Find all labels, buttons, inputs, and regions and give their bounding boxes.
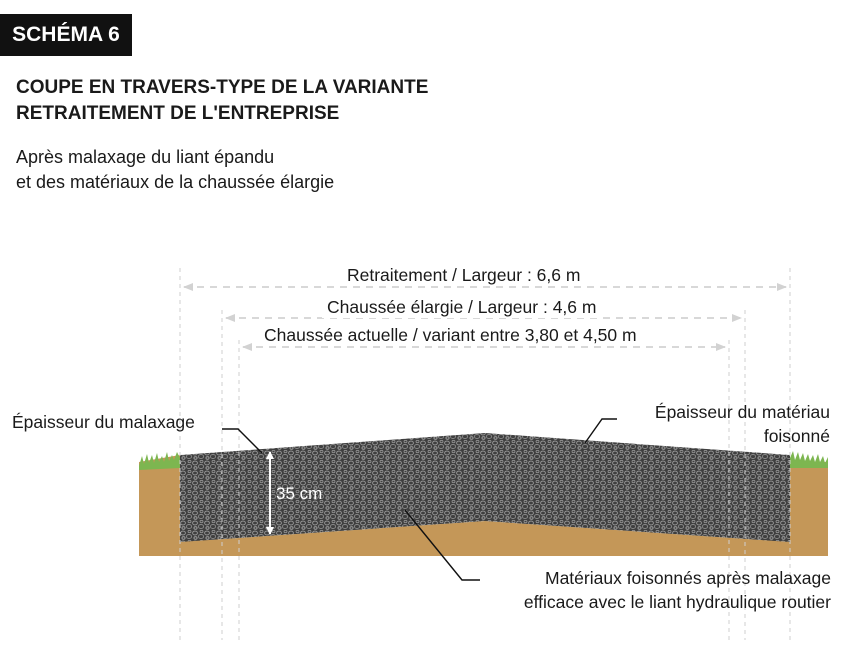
annotation-swollen-material-line2: foisonné (763, 426, 830, 446)
schema-badge: SCHÉMA 6 (0, 14, 132, 56)
page-title-line2: RETRAITEMENT DE L'ENTREPRISE (16, 103, 340, 124)
intro-line1: Après malaxage du liant épandu (16, 147, 275, 167)
leader-left (222, 429, 262, 453)
dim-label-chaussee-elargie: Chaussée élargie / Largeur : 4,6 m (322, 297, 601, 318)
grass-right (790, 451, 828, 468)
annotation-mixed-materials-line2: efficace avec le liant hydraulique routier (523, 592, 831, 612)
dim-label-retraitement: Retraitement / Largeur : 6,6 m (342, 265, 585, 286)
annotation-mixed-materials-line1: Matériaux foisonnés après malaxage (545, 568, 831, 588)
intro-line2: et des matériaux de la chaussée élargie (16, 172, 335, 192)
leader-right (585, 419, 617, 443)
annotation-swollen-material-line1: Épaisseur du matériau (654, 402, 830, 422)
annotation-mixing-thickness: Épaisseur du malaxage (12, 412, 195, 432)
grass-left (139, 452, 180, 470)
thickness-label: 35 cm (276, 484, 323, 503)
page-title-line1: COUPE EN TRAVERS-TYPE DE LA VARIANTE (16, 77, 429, 98)
dim-label-chaussee-actuelle: Chaussée actuelle / variant entre 3,80 et 4,50 m (259, 325, 642, 346)
annotation-mixed-materials (455, 566, 831, 614)
annotation-swollen-material (620, 400, 830, 448)
